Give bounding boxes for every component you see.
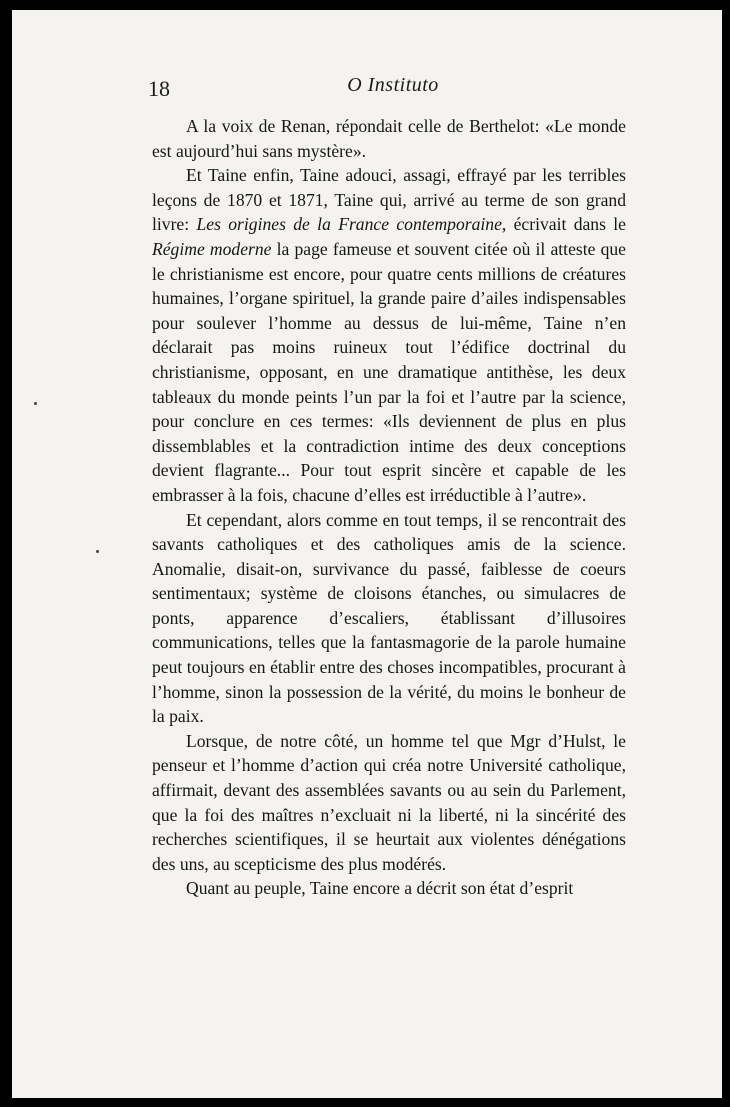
paragraph-text: Et cependant, alors comme en tout temps, il se rencontrait des savants catholiques et des catholiques amis de la science. Anomalie, disait-on, survivance du passé, faiblesse de coeurs sentimentaux; système de cloisons étanches, ou simulacres de ponts, apparence d’escaliers, établissant d’illusoires communications, telles que la fantasmagorie de la parole humaine peut toujours en établir entre des choses incompatibles, procurant à l’homme, sinon la possession de la vérité, du moins le bonheur de la paix. <box>152 509 626 727</box>
italic-title-text: Les origines de la France contemporaine <box>196 214 502 235</box>
page-speck <box>34 402 37 405</box>
page-speck <box>96 550 99 553</box>
page-number: 18 <box>148 76 170 101</box>
paragraph <box>152 163 626 507</box>
paragraph-text: A la voix de Renan, répondait celle de Berthelot: «Le monde est aujourd’hui sans mystère». <box>152 116 626 161</box>
paragraph-text: Quant au peuple, Taine encore a décrit son état d’esprit <box>186 878 574 899</box>
running-title: O Instituto <box>347 74 439 96</box>
paragraph-text: , écrivait dans le <box>501 214 626 235</box>
book-page <box>12 10 722 1098</box>
paragraph-text: la page fameuse et souvent citée où il atteste que le christianisme est encore, pour quatre cents millions de créatures humaines, l’organe spirituel, la grande paire d’ailes indispensables pour soulever l’homme au dessus de lui-même, Taine n’en déclarait pas moins ruineux tout l’édifice doctrinal du christianisme, opposant, en une dramatique antithèse, les deux tableaux du monde peints l’un par la foi et l’autre par la science, pour conclure en ces termes: «Ils deviennent de plus en plus dissemblables et la contradiction intime des deux conceptions devient flagrante... Pour tout esprit sincère et capable de les embrasser à la fois, chacune d’elles est irréductible à l’autre». <box>152 238 626 505</box>
page-header <box>148 74 638 104</box>
paragraph <box>152 729 626 877</box>
paragraph-text: Lorsque, de notre côté, un homme tel que Mgr d’Hulst, le penseur et l’homme d’action qui créa notre Université catholique, affirmait, devant des assemblées savants ou au sein du Parlement, que la foi des maîtres n’excluait ni la liberté, ni la sincérité des recherches scientifiques, il se heurtait aux violentes dénégations des uns, au scepticisme des plus modérés. <box>152 730 626 874</box>
paragraph-text: Et Taine enfin, Taine adouci, assagi, effrayé par les terribles leçons de 1870 et 1871, Taine qui, arrivé au terme de son grand livre: <box>152 165 626 235</box>
paragraph <box>152 876 626 901</box>
italic-title-text: Régime moderne <box>152 238 272 259</box>
paragraph <box>152 508 626 729</box>
paragraph <box>152 114 626 163</box>
body-text <box>152 114 626 901</box>
